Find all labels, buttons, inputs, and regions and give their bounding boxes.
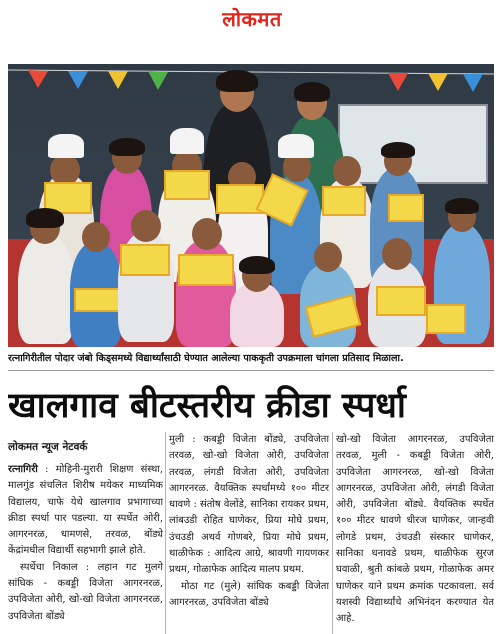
article-column-2: [169, 432, 329, 634]
photo-certificate: [178, 254, 234, 286]
photo-certificate: [120, 244, 170, 276]
article-byline: लोकमत न्यूज नेटवर्क: [8, 441, 88, 453]
article-paragraph: मोठा गट (मुले) सांघिक कबड्डी विजेता आगरनरळ, उपविजेता बोंड्ये: [169, 580, 329, 608]
photo-chef-hat: [278, 134, 314, 158]
news-photo: [8, 64, 494, 347]
photo-child-hair: [445, 198, 479, 214]
photo-child-head: [82, 222, 110, 252]
column-divider: [165, 432, 166, 634]
photo-teacher-1-hair: [216, 70, 258, 92]
photo-caption: रत्नागिरीतील पोदार जंबो किड्समध्ये विद्यार्थ्यांसाठी घेण्यात आलेल्या पाककृती उपक्रमाला चांगला प्रतिसाद मिळाला.: [8, 353, 404, 364]
photo-certificate: [426, 304, 466, 334]
photo-child-head: [314, 242, 342, 272]
photo-certificate: [322, 186, 366, 216]
photo-certificate: [376, 286, 426, 316]
article-headline: खालगाव बीटस्तरीय क्रीडा स्पर्धा: [8, 386, 406, 426]
article-paragraph: खो-खो विजेता आगरनरळ, उपविजेता तरवळ, मुली - कबड्डी विजेता ओरी, उपविजेता आगरनरळ, खो-खो विजेता आगरनरळ, उपविजेता ओरी, लंगडी विजेता ओरी, उपविजेता बोंड्ये. वैयक्तिक स्पर्धेत १०० मीटर धावणे धीरज घाणेकर, जान्हवी लोगडे प्रथम, उंचउडी संस्कार घाणेकर, सानिका धनावडे प्रथम, थाळीफेक सुरज घवाळी, श्रुती कांबळे प्रथम, गोळाफेक अमर घाणेकर याने प्रथम क्रमांक पटकावला. सर्व यशस्वी विद्यार्थ्यांचे अभिनंदन करण्यात येत आहे.: [336, 434, 494, 625]
photo-child-hair: [109, 138, 145, 156]
photo-certificate: [164, 170, 210, 200]
dateline: रत्नागिरी: [8, 464, 38, 475]
newspaper-logo: लोकमत: [222, 7, 282, 31]
masthead: [0, 0, 500, 62]
photo-chef-hat: [48, 134, 84, 158]
photo-child-head: [382, 238, 412, 270]
article-paragraph: : मोहिनी-मुरारी शिक्षण संस्था, मालगुंड संचलित शिरीष मयेकर माध्यमिक विद्यालय, चाफे येथे खालगाव प्रभागाच्या क्रीडा स्पर्धा पार पडल्या. या स्पर्धेत ओरी, आगरनरळ, धामणसे, तरवळ, बोंड्ये केंद्रांमधील विद्यार्थी सहभागी झाले होते.: [8, 464, 163, 557]
photo-child-hair: [381, 142, 415, 158]
article-column-3: [336, 432, 494, 634]
divider: [8, 370, 494, 371]
column-divider: [332, 432, 333, 634]
photo-child: [18, 234, 74, 344]
photo-child-hair: [239, 256, 275, 274]
photo-teacher-2-hair: [294, 82, 330, 102]
article-paragraph: स्पर्धेचा निकाल : लहान गट मुलगे सांघिक - कबड्डी विजेता आगरनरळ, उपविजेता ओरी, खो-खो विजेता आगरनरळ, उपविजेता बोंड्ये: [8, 561, 163, 622]
photo-child-head: [192, 218, 222, 250]
article-paragraph: मुली : कबड्डी विजेता बोंड्ये, उपविजेता तरवळ, खो-खो विजेता ओरी, उपविजेता तरवळ, लंगडी विजेता ओरी, उपविजेता आगरनरळ. वैयक्तिक स्पर्धांमध्ये १०० मीटर धावणे : संतोष वेलोंडे, सानिका रायकर प्रथम, लांबउडी रोहित घाणेकर, प्रिया मोघे प्रथम, उंचउडी अथर्व गोणबरे, प्रिया मोघे प्रथम, थाळीफेक : आदित्य आग्रे, श्रावणी गायणकर प्रथम, गोळाफेक आदित्य मालप प्रथम.: [169, 434, 329, 576]
article-column-1: [8, 462, 163, 634]
photo-certificate: [74, 288, 120, 312]
photo-certificate: [388, 194, 424, 222]
photo-child-hair: [26, 208, 64, 228]
photo-child-head: [131, 210, 161, 242]
photo-chef-hat: [170, 128, 204, 154]
photo-child-head: [333, 156, 361, 186]
